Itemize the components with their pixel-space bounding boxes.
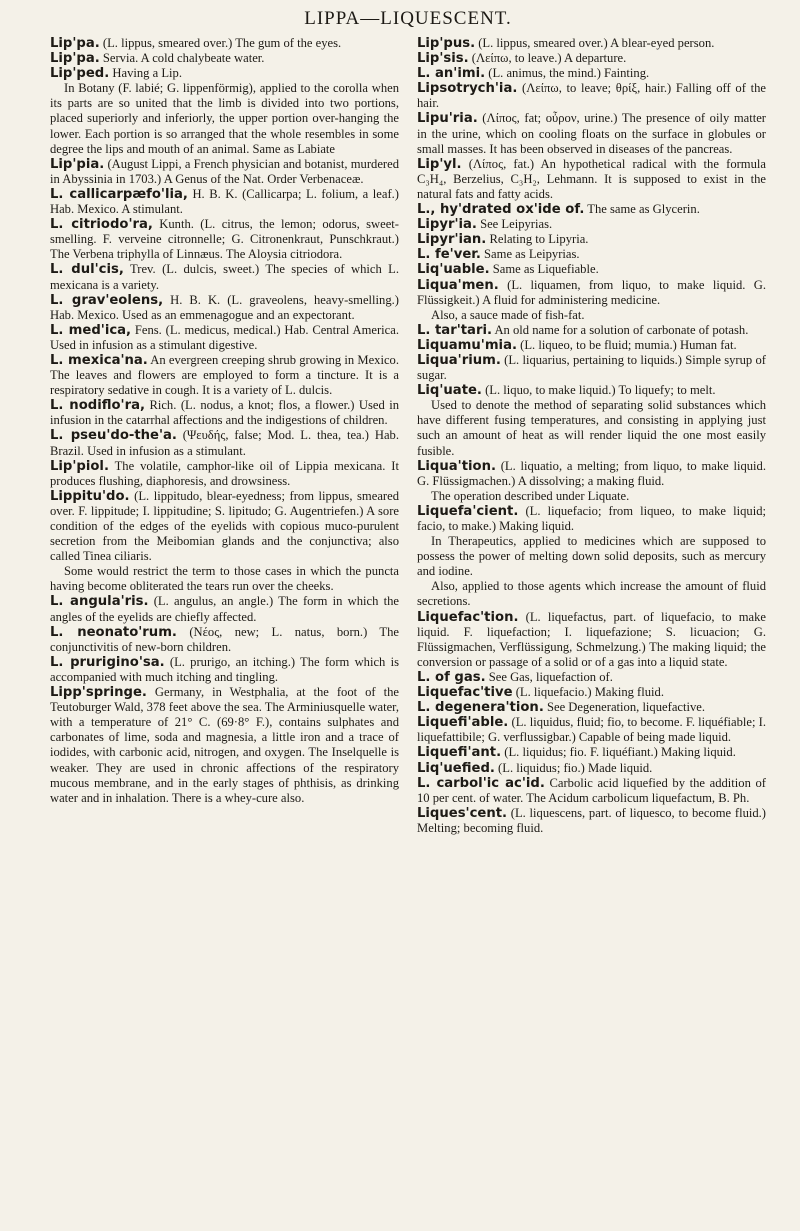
dictionary-entry bbox=[50, 66, 399, 81]
entry-headword: L. an'imi. bbox=[417, 66, 486, 82]
entry-definition: (L. liquidus; fio.) Made liquid. bbox=[494, 760, 653, 775]
dictionary-entry bbox=[417, 323, 766, 338]
entry-definition: (L. liquidus; fio. F. liquéfiant.) Making liquid. bbox=[501, 745, 736, 760]
entry-definition: (L. liquatio, a melting; from liquo, to make liquid. G. Flüssigmachen.) A dissolving; a making fluid. bbox=[417, 458, 766, 488]
entry-headword: L. med'ica, bbox=[50, 322, 132, 338]
entry-definition: Same as Liquefiable. bbox=[489, 262, 599, 277]
entry-definition: (L. liquo, to make liquid.) To liquefy; to melt. bbox=[481, 383, 716, 398]
dictionary-entry bbox=[50, 685, 399, 806]
entry-definition: H. B. K. (L. graveolens, heavy-smelling.) Hab. Mexico. Used as an emmenagogue and an expectorant. bbox=[50, 292, 399, 322]
entry-definition: (L. angulus, an angle.) The form in which the angles of the eyelids are chiefly affected. bbox=[50, 594, 399, 624]
dictionary-entry bbox=[417, 247, 766, 262]
dictionary-entry bbox=[417, 459, 766, 489]
entry-definition: (L. liquamen, from liquo, to make liquid. G. Flüssigkeit.) A fluid for administering medicine. bbox=[417, 277, 766, 307]
entry-definition: (L. liquefacio.) Making fluid. bbox=[512, 685, 664, 700]
entry-headword: Lip'pus. bbox=[417, 36, 476, 51]
entry-headword: L. tar'tari. bbox=[417, 322, 492, 338]
entry-headword: Liqua'tion. bbox=[417, 458, 496, 474]
entry-headword: L. dul'cis, bbox=[50, 262, 124, 278]
entry-definition: The volatile, camphor-like oil of Lippia mexicana. It produces flushing, diaphoresis, and drowsiness. bbox=[50, 458, 399, 488]
entry-headword: Lip'piol. bbox=[50, 458, 109, 474]
entry-headword: Lipyr'ian. bbox=[417, 232, 487, 248]
entry-definition: (L. prurigo, an itching.) The form which is accompanied with much itching and tingling. bbox=[50, 654, 399, 684]
entry-paragraph: In Therapeutics, applied to medicines which are supposed to possess the power of melting down solid deposits, such as mercury and iodine. bbox=[417, 534, 766, 579]
entry-paragraph: Some would restrict the term to those cases in which the puncta having become obliterated the tears run over the cheeks. bbox=[50, 564, 399, 594]
entry-headword: L. pseu'do-the'a. bbox=[50, 428, 177, 444]
entry-headword: Liquefac'tive bbox=[417, 685, 513, 701]
entry-paragraph: In Botany (F. labié; G. lippenförmig), applied to the corolla when its parts are so united that the limb is divided into two portions, placed superiorly and inferiorly, the upper portion over-hanging the lower. Each portion is so arranged that the whole resembles in some degree the lips and mouth of an animal. Same as Labiate bbox=[50, 81, 399, 156]
dictionary-entry bbox=[50, 293, 399, 323]
dictionary-entry bbox=[417, 776, 766, 806]
dictionary-entry bbox=[50, 655, 399, 685]
entry-headword: Lip'sis. bbox=[417, 51, 469, 67]
entry-paragraph: The operation described under Liquate. bbox=[431, 488, 630, 503]
entry-definition: (Λείπω, to leave.) A departure. bbox=[468, 51, 627, 66]
entry-headword: L. grav'eolens, bbox=[50, 292, 164, 308]
dictionary-entry bbox=[417, 610, 766, 670]
entry-headword: Lipu'ria. bbox=[417, 111, 478, 127]
entry-definition: Relating to Lipyria. bbox=[486, 232, 589, 247]
entry-definition: (L. liqueo, to be fluid; mumia.) Human fat. bbox=[517, 337, 737, 352]
entry-headword: L. nodiflo'ra, bbox=[50, 398, 145, 414]
entry-definition: (August Lippi, a French physician and botanist, murdered in Abyssinia in 1703.) A Genus of the Nat. Order Verbenaceæ. bbox=[50, 156, 399, 186]
entry-headword: L. callicarpæfo'lia, bbox=[50, 186, 188, 202]
dictionary-entry bbox=[417, 157, 766, 202]
dictionary-entry bbox=[417, 806, 766, 836]
dictionary-entry bbox=[50, 157, 399, 187]
entry-headword: Liquefa'cient. bbox=[417, 503, 519, 519]
entry-definition: (Νέος, new; L. natus, born.) The conjunctivitis of new-born children. bbox=[50, 624, 399, 654]
entry-headword: Liquefi'able. bbox=[417, 715, 509, 731]
entry-definition: See Degeneration, liquefactive. bbox=[543, 700, 706, 715]
entry-definition: (Λείπω, to leave; θρίξ, hair.) Falling off of the hair. bbox=[417, 81, 766, 111]
entry-headword: Liq'uefied. bbox=[417, 760, 495, 776]
entry-headword: Liq'uable. bbox=[417, 262, 490, 278]
entry-headword: L. prurigino'sa. bbox=[50, 654, 165, 670]
dictionary-entry bbox=[50, 323, 399, 353]
entry-headword: Lip'yl. bbox=[417, 156, 462, 172]
dictionary-entry bbox=[417, 383, 766, 398]
dictionary-entry bbox=[417, 353, 766, 383]
entry-definition: Rich. (L. nodus, a knot; flos, a flower.) Used in infusion in the catarrhal affections and the indigestions of children. bbox=[50, 398, 399, 428]
dictionary-entry bbox=[417, 36, 766, 51]
entry-definition: (L. liquidus, fluid; fio, to become. F. liquéfiable; I. liquefattibile; G. verflussigbar.) Capable of being made liquid. bbox=[417, 715, 766, 745]
entry-headword: L. of gas. bbox=[417, 669, 486, 685]
entry-headword: L., hy'drated ox'ide of. bbox=[417, 202, 585, 218]
entry-definition: (L. liquefacio; from liqueo, to make liquid; facio, to make.) Making liquid. bbox=[417, 503, 766, 533]
entry-definition: H. B. K. (Callicarpa; L. folium, a leaf.) Hab. Mexico. A stimulant. bbox=[50, 186, 400, 217]
entry-definition: (Λίπος, fat.) An hypothetical radical with the formula C₃H₄, Berzelius, C₃H₂, Lehmann. It is supposed to exist in the natural fats and fatty acids. bbox=[417, 156, 766, 201]
dictionary-entry bbox=[417, 111, 766, 156]
entry-paragraph: Used to denote the method of separating solid substances which have different fusing temperatures, and consisting in applying just such an amount of heat as will render liquid the one most easily fusible. bbox=[417, 398, 766, 458]
entry-definition: (L. liquefactus, part. of liquefacio, to make liquid. F. liquefaction; I. liquefazione; S. licuacion; G. Flüssigmachen, Verflüssigung, Schmelzung.) The making liquid; the conversion or passage of a solid or of a gas into a liquid state. bbox=[417, 609, 766, 669]
entry-definition: (Λίπος, fat; οὖρον, urine.) The presence of oily matter in the urine, which on cooling floats on the surface in globules or small masses. It has been observed in diseases of the pancreas. bbox=[417, 111, 766, 156]
entry-definition: (Ψευδής, false; Mod. L. thea, tea.) Hab. Brazil. Used in infusion as a stimulant. bbox=[50, 428, 399, 458]
dictionary-entry bbox=[50, 262, 399, 292]
dictionary-entry bbox=[417, 745, 766, 760]
entry-headword: Liquefac'tion. bbox=[417, 609, 519, 625]
dictionary-entry bbox=[417, 232, 766, 247]
entry-definition: Fens. (L. medicus, medical.) Hab. Central America. Used in infusion as a stimulant digestive. bbox=[50, 322, 399, 352]
entry-definition: (L. lippitudo, blear-eyedness; from lippus, smeared over. F. lippitude; I. lippitudine; S. lipitudo; G. Augentriefen.) A sore condition of the edges of the eyelids with copious muco-purulent secretion from the Meibomian glands and the conjunctiva; also called Tinea ciliaris. bbox=[50, 488, 399, 564]
entry-definition: Kunth. (L. citrus, the lemon; odorus, sweet-smelling. F. verveine citronnelle; G. Citronenkraut, Punschkraut.) The Verbena triphylla of Linnæus. The Aloysia citriodora. bbox=[50, 217, 399, 262]
dictionary-entry bbox=[417, 278, 766, 308]
dictionary-entry bbox=[50, 625, 399, 655]
entry-headword: L. neonato'rum. bbox=[50, 624, 177, 640]
dictionary-entry bbox=[50, 398, 399, 428]
entry-headword: Liq'uate. bbox=[417, 383, 482, 399]
entry-headword: Lip'pa. bbox=[50, 51, 100, 67]
dictionary-entry bbox=[50, 187, 399, 217]
dictionary-entry bbox=[417, 81, 766, 111]
entry-definition: An old name for a solution of carbonate of potash. bbox=[492, 322, 749, 337]
dictionary-entry bbox=[50, 51, 399, 66]
entry-definition: Germany, in Westphalia, at the foot of the Teutoburger Wald, 378 feet above the sea. The Arminiusquelle water, with a temperature of 21° C. (69·8° F.), contains sulphates and carbonates of lime, soda and magnesia, a little iron and a trace of iodides, with carbonic acid, nitrogen, and oxygen. The Inselquelle is weaker. They are used in chronic affections of the respiratory mucous membrane, and in the early stages of phthisis, as drinking water and in inhalation. There is a whey-cure also. bbox=[50, 685, 399, 805]
entry-definition: Having a Lip. bbox=[109, 66, 182, 81]
dictionary-entry bbox=[417, 262, 766, 277]
left-column bbox=[50, 36, 399, 836]
entry-definition: Same as Leipyrias. bbox=[480, 247, 580, 262]
entry-paragraph: Also, a sauce made of fish-fat. bbox=[431, 307, 585, 322]
entry-definition: See Leipyrias. bbox=[476, 217, 553, 232]
dictionary-entry bbox=[50, 217, 399, 262]
entry-headword: Liquamu'mia. bbox=[417, 337, 517, 353]
dictionary-entry bbox=[50, 36, 399, 51]
dictionary-entry bbox=[417, 217, 766, 232]
entry-headword: Liquefi'ant. bbox=[417, 745, 502, 761]
entry-definition: (L. lippus, smeared over.) A blear-eyed person. bbox=[475, 36, 715, 50]
entry-definition: (L. animus, the mind.) Fainting. bbox=[485, 66, 650, 81]
dictionary-entry bbox=[50, 459, 399, 489]
entry-headword: Lip'ped. bbox=[50, 66, 110, 82]
entry-headword: L. citriodo'ra, bbox=[50, 217, 153, 233]
dictionary-entry bbox=[50, 428, 399, 458]
entry-paragraph: Also, applied to those agents which increase the amount of fluid secretions. bbox=[417, 579, 766, 609]
dictionary-entry bbox=[417, 504, 766, 534]
entry-definition: The same as Glycerin. bbox=[584, 202, 700, 217]
entry-definition: Trev. (L. dulcis, sweet.) The species of which L. mexicana is a variety. bbox=[50, 262, 399, 292]
entry-headword: Liqua'men. bbox=[417, 277, 499, 293]
entry-headword: Lipsotrych'ia. bbox=[417, 81, 518, 97]
dictionary-entry bbox=[417, 715, 766, 745]
dictionary-entry bbox=[50, 489, 399, 564]
entry-headword: Liqua'rium. bbox=[417, 352, 501, 368]
entry-headword: L. mexica'na. bbox=[50, 352, 148, 368]
dictionary-entry bbox=[417, 338, 766, 353]
entry-headword: L. fe'ver. bbox=[417, 247, 481, 263]
entry-definition: (L. liquescens, part. of liquesco, to become fluid.) Melting; becoming fluid. bbox=[417, 805, 766, 835]
entry-definition: (L. liquarius, pertaining to liquids.) Simple syrup of sugar. bbox=[417, 352, 766, 383]
entry-headword: Lip'pia. bbox=[50, 156, 105, 172]
dictionary-entry bbox=[417, 66, 766, 81]
entry-headword: Lipp'springe. bbox=[50, 685, 147, 701]
entry-headword: Lipyr'ia. bbox=[417, 217, 477, 233]
columns bbox=[50, 36, 766, 836]
entry-definition: (L. lippus, smeared over.) The gum of the eyes. bbox=[99, 36, 342, 50]
entry-headword: Liques'cent. bbox=[417, 805, 508, 821]
dictionary-entry bbox=[417, 670, 766, 685]
entry-headword: Lippitu'do. bbox=[50, 488, 130, 504]
dictionary-entry bbox=[417, 761, 766, 776]
dictionary-entry bbox=[50, 594, 399, 624]
dictionary-entry bbox=[417, 202, 766, 217]
entry-headword: L. carbol'ic ac'id. bbox=[417, 775, 545, 791]
entry-definition: Carbolic acid liquefied by the addition of 10 per cent. of water. The Acidum carbolicum liquefactum, B. Ph. bbox=[417, 775, 767, 805]
right-column bbox=[417, 36, 766, 836]
entry-definition: Servia. A cold chalybeate water. bbox=[99, 51, 265, 66]
dictionary-entry bbox=[417, 700, 766, 715]
entry-headword: Lip'pa. bbox=[50, 36, 100, 51]
dictionary-entry bbox=[50, 353, 399, 398]
dictionary-entry bbox=[417, 51, 766, 66]
entry-definition: An evergreen creeping shrub growing in Mexico. The leaves and flowers are employed to form a tincture. It is a respiratory sedative in cough. It is a variety of L. dulcis. bbox=[50, 352, 399, 398]
entry-headword: L. degenera'tion. bbox=[417, 700, 544, 716]
entry-definition: See Gas, liquefaction of. bbox=[485, 669, 613, 684]
entry-headword: L. angula'ris. bbox=[50, 594, 149, 610]
running-head: LIPPA—LIQUESCENT. bbox=[304, 8, 512, 29]
dictionary-entry bbox=[417, 685, 766, 700]
